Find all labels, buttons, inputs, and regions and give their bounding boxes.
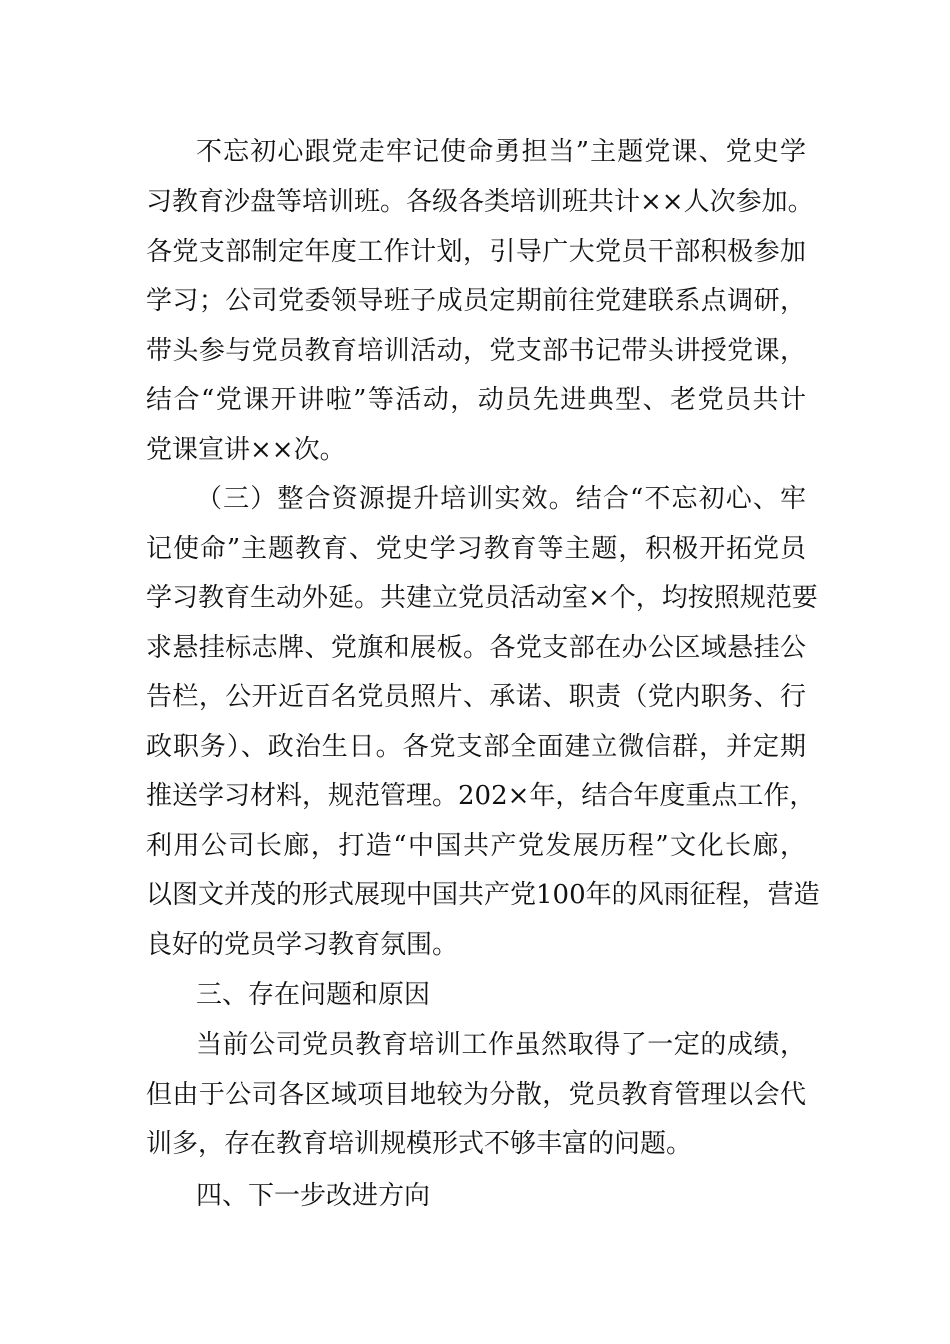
section-heading-next-steps: 四、下一步改进方向	[196, 1181, 431, 1211]
paragraph-3-line-2: 但由于公司各区域项目地较为分散，党员教育管理以会代	[146, 1080, 806, 1110]
paragraph-2-line-7: 推送学习材料，规范管理。202×年，结合年度重点工作，	[146, 781, 816, 811]
paragraph-3-line-1: 当前公司党员教育培训工作虽然取得了一定的成绩，	[196, 1030, 806, 1060]
section-heading-problems: 三、存在问题和原因	[196, 980, 431, 1010]
paragraph-1-line-3: 各党支部制定年度工作计划，引导广大党员干部积极参加	[146, 237, 806, 267]
paragraph-2-line-2: 记使命”主题教育、党史学习教育等主题，积极开拓党员	[146, 534, 806, 564]
paragraph-2-line-6: 政职务）、政治生日。各党支部全面建立微信群，并定期	[146, 732, 806, 762]
paragraph-1-line-6: 结合“党课开讲啦”等活动，动员先进典型、老党员共计	[146, 385, 806, 415]
paragraph-2-line-10: 良好的党员学习教育氛围。	[146, 930, 459, 960]
paragraph-1-line-2: 习教育沙盘等培训班。各级各类培训班共计××人次参加。	[146, 187, 814, 217]
paragraph-2-line-4: 求悬挂标志牌、党旗和展板。各党支部在办公区域悬挂公	[146, 633, 806, 663]
paragraph-1-line-7: 党课宣讲××次。	[146, 435, 346, 465]
paragraph-1-line-4: 学习；公司党委领导班子成员定期前往党建联系点调研，	[146, 286, 806, 316]
paragraph-2-line-8: 利用公司长廊，打造“中国共产党发展历程”文化长廊，	[146, 831, 806, 861]
paragraph-3-line-3: 训多，存在教育培训规模形式不够丰富的问题。	[146, 1129, 693, 1159]
paragraph-1-line-1: 不忘初心跟党走牢记使命勇担当”主题党课、党史学	[196, 137, 806, 167]
paragraph-2-line-5: 告栏，公开近百名党员照片、承诺、职责（党内职务、行	[146, 682, 806, 712]
paragraph-2-line-1: （三）整合资源提升培训实效。结合“不忘初心、牢	[196, 484, 806, 514]
paragraph-2-line-9: 以图文并茂的形式展现中国共产党100年的风雨征程，营造	[146, 880, 820, 910]
paragraph-2-line-3: 学习教育生动外延。共建立党员活动室×个，均按照规范要	[146, 583, 818, 613]
paragraph-1-line-5: 带头参与党员教育培训活动，党支部书记带头讲授党课，	[146, 336, 806, 366]
